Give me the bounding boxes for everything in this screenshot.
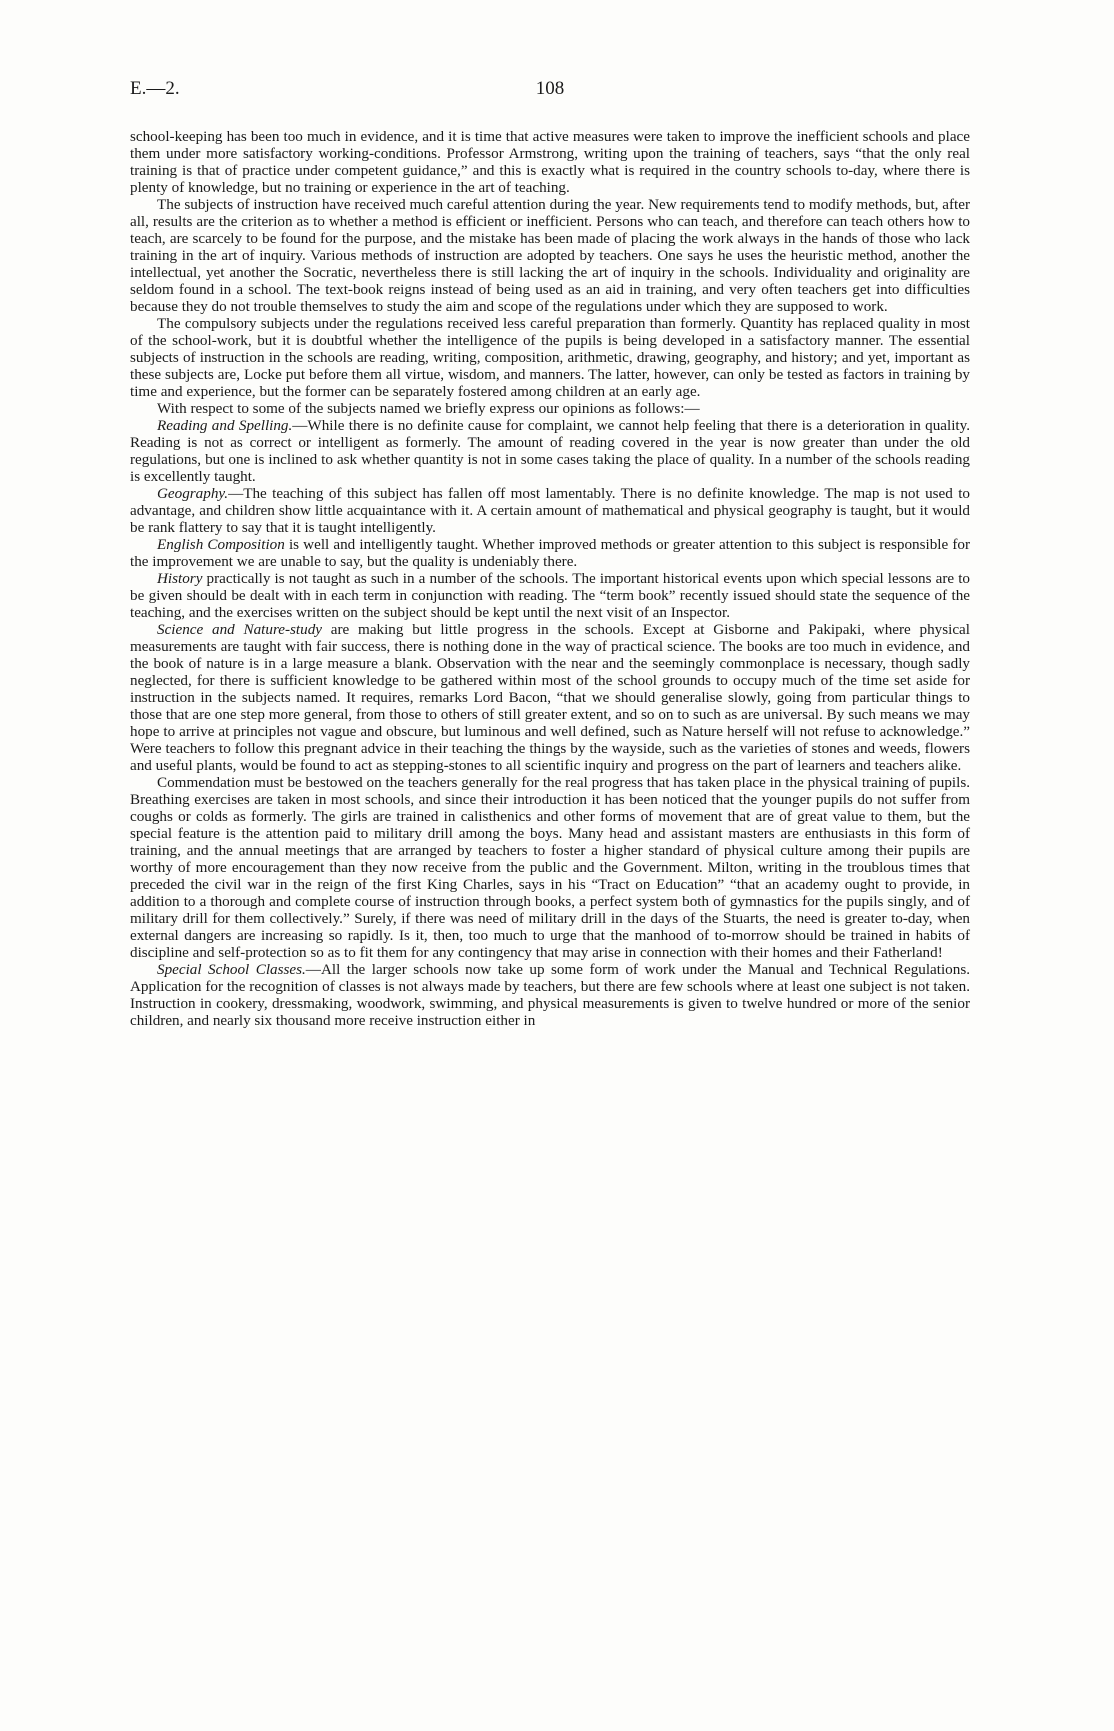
paragraph-text: The compulsory subjects under the regulations received less careful preparation than formerly. Quantity has replaced quality in most of the school-work, but it is doubtful whether the intelligence of the pupils is being developed in a satisfactory manner. The essential subjects of instruction in the schools are reading, writing, composition, arithmetic, drawing, geography, and history; and yet, important as these subjects are, Locke put before them all virtue, wisdom, and manners. The latter, however, can only be tested as factors in training by time and experience, but the former can be separately fostered among children at an early age. [130,315,970,400]
paragraph-text: practically is not taught as such in a number of the schools. The important historical events upon which special lessons are to be given should be dealt with in each term in conjunction with reading. The “term book” recently issued should state the sequence of the teaching, and the exercises written on the subject should be kept until the next visit of an Inspector. [130,570,970,621]
paragraph-text: school-keeping has been too much in evidence, and it is time that active measures were taken to improve the inefficient schools and place them under more satisfactory working-conditions. Professor Armstrong, writing upon the training of teachers, says “that the only real training is that of practice under competent guidance,” and this is exactly what is required in the country schools to-day, where there is plenty of knowledge, but no training or experience in the art of teaching. [130,128,970,196]
section-heading: Science and Nature-study [157,621,322,638]
paragraph-continuation [130,128,970,196]
paragraph-text: The subjects of instruction have received much careful attention during the year. New requirements tend to modify methods, but, after all, results are the criterion as to whether a method is efficient or inefficient. Persons who can teach, and therefore can teach others how to teach, are scarcely to be found for the purpose, and the mistake has been made of placing the work always in the hands of those who lack training in the art of inquiry. Various methods of instruction are adopted by teachers. One says he uses the heuristic method, another the intellectual, yet another the Socratic, nevertheless there is still lacking the art of inquiry in the schools. Individuality and originality are seldom found in a school. The text-book reigns instead of being used as an aid in training, and very often teachers get into difficulties because they do not trouble themselves to study the aim and scope of the regulations under which they are supposed to work. [130,196,970,315]
paragraph-compulsory-subjects [130,315,970,400]
paragraph-text: —The teaching of this subject has fallen off most lamentably. There is no definite knowledge. The map is not used to advantage, and children show little acquaintance with it. A certain amount of mathematical and physical geography is taught, but it would be rank flattery to say that it is taught intelligently. [130,485,970,536]
paragraph-geography [130,485,970,536]
section-heading: Reading and Spelling. [157,417,293,434]
document-reference: E.—2. [130,78,180,99]
paragraph-text: are making but little progress in the schools. Except at Gisborne and Pakipaki, where physical measurements are taught with fair success, there is nothing done in the way of practical science. The books are too much in evidence, and the book of nature is in a large measure a blank. Observation with the near and the seemingly commonplace is necessary, though sadly neglected, for there is sufficient knowledge to be gathered within most of the school grounds to occupy much of the time set aside for instruction in the subjects named. It requires, remarks Lord Bacon, “that we should generalise slowly, going from particular things to those that are one step more general, from those to others of still greater extent, and so on to such as are universal. By such means we may hope to arrive at principles not vague and obscure, but luminous and well defined, such as Nature herself will not refuse to acknowledge.” Were teachers to follow this pregnant advice in their teaching the things by the wayside, such as the varieties of stones and weeds, flowers and useful plants, would be found to act as stepping-stones to all scientific inquiry and progress on the part of learners and teachers alike. [130,621,970,774]
section-heading: History [157,570,203,587]
body-text [130,128,970,1029]
paragraph-text: —While there is no definite cause for complaint, we cannot help feeling that there is a deterioration in quality. Reading is not as correct or intelligent as formerly. The amount of reading covered in the year is now greater than under the old regulations, but one is inclined to ask whether quantity is not in some cases taking the place of quality. In a number of the schools reading is excellently taught. [130,417,970,485]
paragraph-special-school-classes [130,961,970,1029]
paragraph-history [130,570,970,621]
paragraph-reading-spelling [130,417,970,485]
page-number: 108 [535,78,565,99]
running-head [130,78,970,108]
paragraph-physical-training [130,774,970,961]
paragraph-science-nature-study [130,621,970,774]
paragraph-text: Commendation must be bestowed on the teachers generally for the real progress that has taken place in the physical training of pupils. Breathing exercises are taken in most schools, and since their introduction it has been noticed that the younger pupils do not suffer from coughs or colds as formerly. The girls are trained in calisthenics and other forms of movement that are of great value to them, but the special feature is the attention paid to military drill among the boys. Many head and assistant masters are enthusiasts in this form of training, and the annual meetings that are arranged by teachers to foster a higher standard of physical culture among their pupils are worthy of more encouragement than they now receive from the public and the Government. Milton, writing in the troublous times that preceded the civil war in the reign of the first King Charles, says in his “Tract on Education” “that an academy ought to provide, in addition to a thorough and complete course of instruction through books, a perfect system both of gymnastics for the pupils singly, and of military drill for them collectively.” Surely, if there was need of military drill in the days of the Stuarts, the need is greater to-day, when external dangers are increasing so rapidly. Is it, then, too much to urge that the manhood of to-morrow should be trained in habits of discipline and self-protection so as to fit them for any contingency that may arise in connection with their homes and their Fatherland! [130,774,970,961]
paragraph-text: —All the larger schools now take up some form of work under the Manual and Technical Regulations. Application for the recognition of classes is not always made by teachers, but there are few schools where at least one subject is not taken. Instruction in cookery, dressmaking, woodwork, swimming, and physical measurements is given to twelve hundred or more of the senior children, and nearly six thousand more receive instruction either in [130,961,970,1029]
paragraph-english-composition [130,536,970,570]
section-heading: Geography. [157,485,229,502]
section-heading: Special School Classes. [157,961,306,978]
paragraph-text: With respect to some of the subjects named we briefly express our opinions as follows:— [157,400,700,417]
paragraph-opinions-intro [130,400,970,417]
paragraph-text: is well and intelligently taught. Whether improved methods or greater attention to this subject is responsible for the improvement we are unable to say, but the quality is undeniably there. [130,536,971,570]
section-heading: English Composition [157,536,285,553]
paragraph-subjects-of-instruction [130,196,970,315]
